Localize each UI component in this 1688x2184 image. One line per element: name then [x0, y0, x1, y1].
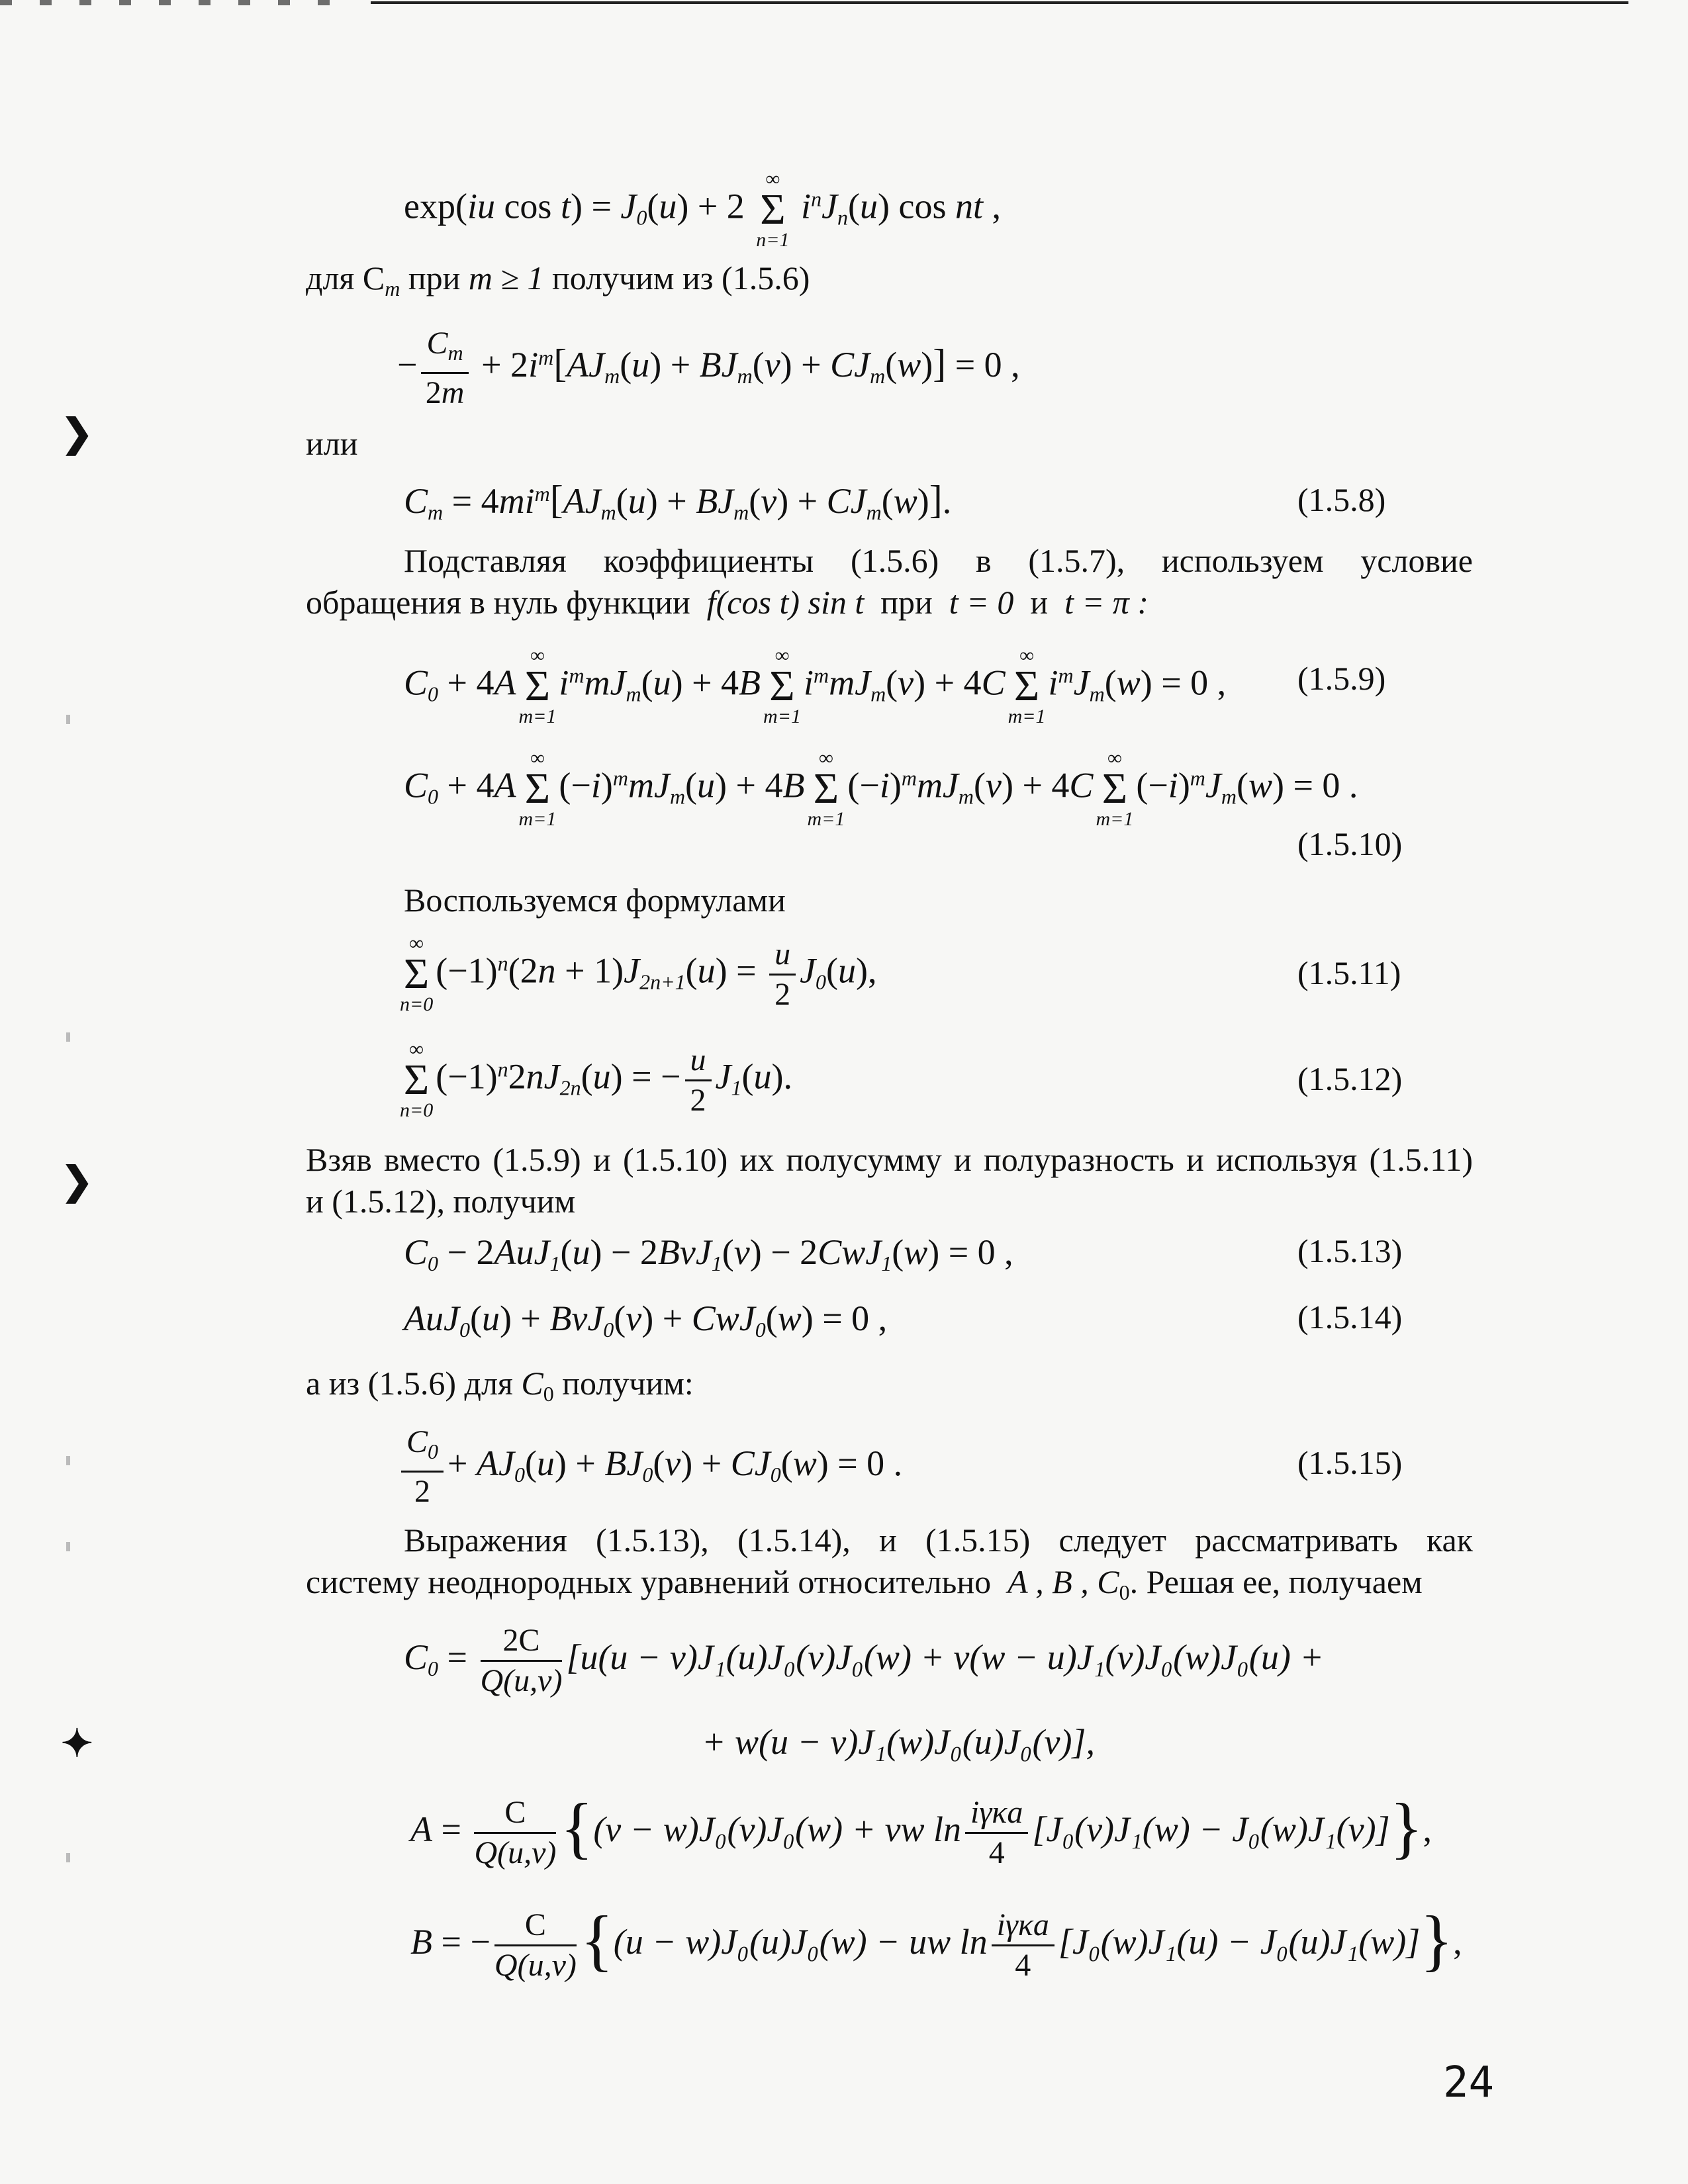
equation-sum-positive: $C_0 + 4A$ ∞ Σ m=1 $i^mmJ_m(u) + 4B$ ∞ Σ m=1 $i^mmJ_m(v) + 4C$ ∞ Σ m=1 $i^mJ_m(w) = 0$ , — [404, 645, 1227, 727]
equation-number: (1.5.8) — [1297, 481, 1386, 518]
equation-formula-2: ∞ Σ n=0 $(-1)^n2nJ_{2n}(u)$ = − $\frac{u}{2}$ $J_1(u)$. — [400, 1038, 792, 1121]
scan-top-marks — [0, 0, 344, 5]
scan-speck — [66, 1542, 70, 1551]
equation-number: (1.5.12) — [1297, 1060, 1403, 1097]
equation-c0-relation: $C_0 - 2AuJ_1(u) - 2BvJ_1(v) - 2CwJ_1(w) = 0$ , — [404, 1232, 1013, 1275]
equation-cm-condition: − $\frac{C_m}{2m}$ + $2i^m[AJ_m(u) + BJ_m(v) + CJ_m(w)] = 0$ , — [397, 326, 1020, 410]
scan-speck — [66, 715, 70, 724]
paragraph: Воспользуемся формулами — [404, 882, 786, 919]
equation-a-solution: A = $\frac{C}{Q(u,v)}$ {(v − w)J₀(v)J₀(w) + vw ln $\frac{\text{iγκa}}{4}$ [J₀(v)J₁(w) − J₀(w)J₁(v)]}, — [410, 1790, 1432, 1871]
equation-number: (1.5.10) — [1297, 825, 1403, 862]
scan-speck — [66, 1456, 70, 1465]
equation-cm: $C_m = 4mi^m[AJ_m(u) + BJ_m(v) + CJ_m(w)]$. — [404, 478, 952, 524]
paragraph: и (1.5.12), получим — [306, 1183, 576, 1220]
equation-expansion: exp(iu $\cos t) = J_0(u) + 2$ ∞ Σ n=1 $i^nJ_n(u)$ cos nt , — [404, 168, 1001, 251]
paragraph: для $C_m$ при m ≥ 1 получим из (1.5.6) — [306, 259, 810, 300]
paragraph-or: или — [306, 425, 358, 462]
scan-speck — [66, 1853, 70, 1862]
paragraph: а из (1.5.6) для $C_0$ получим: — [306, 1365, 694, 1406]
scan-top-border — [371, 1, 1628, 4]
scan-speck — [66, 1032, 70, 1042]
page-number: 24 — [1443, 2058, 1495, 2107]
equation-sum-negative: $C_0 + 4A$ ∞ Σ m=1 $(-i)^mmJ_m(u) + 4B$ ∞ Σ m=1 $(-i)^mmJ_m(v) + 4C$ ∞ Σ m=1 $(-i)^mJ_m(w) = 0$ . — [404, 747, 1358, 830]
paragraph: Выражения (1.5.13), (1.5.14), и (1.5.15) следует рассматривать как — [404, 1522, 1473, 1559]
equation-number: (1.5.9) — [1297, 660, 1386, 697]
equation-c0-solution: $C_0$ = $\frac{2C}{Q(u,v)}$ [u(u − v)J₁(u)J₀(v)J₀(w) + v(w − u)J₁(v)J₀(w)J₀(u) + — [404, 1623, 1324, 1698]
equation-number: (1.5.14) — [1297, 1298, 1403, 1336]
equation-number: (1.5.15) — [1297, 1444, 1403, 1481]
equation-c0-solution-cont: + w(u − v)J₁(w)J₀(u)J₀(v)], — [702, 1722, 1095, 1762]
equation-formula-1: ∞ Σ n=0 $(-1)^n(2n + 1)J_{2n+1}(u)$ = $\frac{u}{2}$ $J_0(u)$, — [400, 933, 877, 1015]
paragraph: Взяв вместо (1.5.9) и (1.5.10) их полусумму и полуразность и используя (1.5.11) — [306, 1141, 1473, 1178]
paragraph: обращения в нуль функции f(cos t) sin t при t = 0 и t = π : — [306, 584, 1149, 621]
equation-number: (1.5.13) — [1297, 1232, 1403, 1269]
margin-mark: ❯ — [61, 412, 93, 455]
paragraph: Подставляя коэффициенты (1.5.6) в (1.5.7), используем условие — [404, 542, 1473, 579]
margin-mark: ✦ — [61, 1722, 93, 1765]
equation-c0-half: $\frac{C_0}{2}$ + $AJ_0(u) + BJ_0(v) + CJ_0(w) = 0$ . — [397, 1423, 902, 1511]
equation-b-solution: B = − $\frac{C}{Q(u,v)}$ {(u − w)J₀(u)J₀(w) − uw ln $\frac{\text{iγκa}}{4}$ [J₀(w)J₁(u) − J₀(u)J₁(w)]}, — [410, 1902, 1462, 1983]
equation-bessel-sum: AuJ$_0$(u) + BvJ$_0$(v) + CwJ$_0$(w) = 0 , — [404, 1298, 888, 1342]
margin-mark: ❯ — [61, 1160, 93, 1203]
equation-number: (1.5.11) — [1297, 954, 1401, 991]
paragraph: систему неоднородных уравнений относительно A , B , $C_0$. Решая ее, получаем — [306, 1563, 1423, 1604]
